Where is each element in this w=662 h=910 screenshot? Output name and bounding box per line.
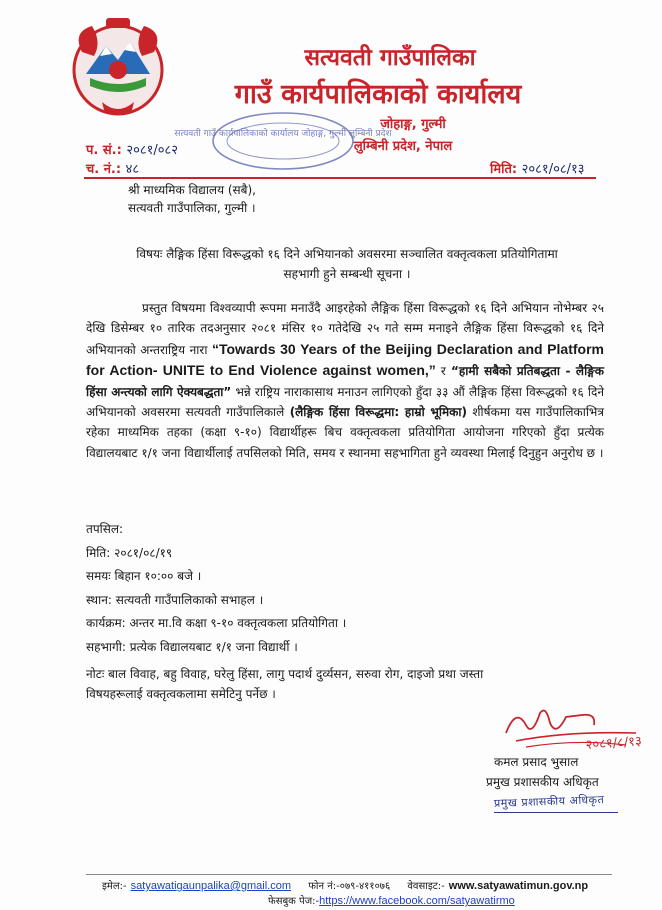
details-date: मिति: २०८१/०८/१९ — [86, 545, 173, 560]
addressee — [128, 181, 256, 217]
letter-date — [490, 159, 585, 177]
ps-label: प. सं.: — [86, 143, 122, 158]
ps-value: २०८१/०८२ — [126, 143, 179, 158]
website-link[interactable]: www.satyawatimun.gov.np — [448, 880, 589, 892]
signer-block — [486, 752, 599, 792]
reference-ps — [86, 140, 178, 158]
stamp-text: सत्यवती गाउँ कार्यपालिकाको कार्यालय जोहाङ्ग, गुल्मी लुम्बिनी प्रदेश — [174, 129, 392, 139]
website-label: वेवसाइट:- — [407, 881, 445, 892]
cn-value: ४८ — [125, 162, 140, 177]
body-paragraph — [86, 298, 604, 463]
nepali-slogan: “हामी सबैको प्रतिबद्धता - लैङ्गिक हिंसा अन्त्यको लागि ऐक्यबद्धता” — [86, 364, 604, 399]
body-p3: भन्ने राष्ट्रिय नाराकासाथ मनाउन लागिएको हुँदा ३३ औं लैङ्गिक हिंसा विरूद्धको १६ दिने अभियानको अवसरमा सत्यवती गाउँपालिकाले — [86, 384, 604, 420]
cn-label: च. नं.: — [86, 162, 122, 177]
facebook-link[interactable]: https://www.facebook.com/satyawatirmo — [319, 895, 515, 907]
details-participants: सहभागी: प्रत्येक विद्यालयबाट १/१ जना विद्यार्थी । — [86, 639, 298, 654]
footer-facebook — [268, 893, 515, 907]
municipality-name: सत्यवती गाउँपालिका — [304, 45, 476, 71]
signer-name: कमल प्रसाद भुसाल — [494, 755, 579, 769]
subject-line2: सहभागी हुने सम्बन्धी सूचना । — [283, 267, 411, 281]
body-p4: शीर्षकमा यस गाउँपालिकाभित्र रहेका माध्यमिक तहका (कक्षा ९-१०) विद्यार्थीहरू बिच वक्तृत्वकला प्रतियोगिता आयोजना गरिएको हुँदा प्रत्येक विद्यालयबाट १/१ जना विद्यार्थीलाई तपसिलको मिति, समय र स्थानमा सहभागिता हुने व्यवस्था मिलाई दिनुहुन अनुरोध छ । — [86, 405, 604, 460]
designation-seal: प्रमुख प्रशासकीय अधिकृत — [493, 793, 605, 810]
facebook-label: फेसबुक पेज:- — [268, 896, 320, 907]
addressee-line2: सत्यवती गाउँपालिका, गुल्मी । — [128, 201, 256, 215]
address-line1: जोहाङ्ग, गुल्मी — [380, 117, 446, 132]
header-divider — [84, 177, 596, 179]
subject — [112, 244, 582, 284]
office-name: गाउँ कार्यपालिकाको कार्यालय — [234, 79, 522, 110]
subject-line1: विषयः लैङ्गिक हिंसा विरूद्धको १६ दिने अभियानको अवसरमा सञ्चालित वक्तृत्वकला प्रतियोगितामा — [136, 247, 558, 261]
address-line2: लुम्बिनी प्रदेश, नेपाल — [353, 139, 453, 154]
office-stamp-icon — [174, 108, 392, 174]
body-p1: प्रस्तुत विषयमा विश्वव्यापी रूपमा मनाउँदै आइरहेको लैङ्गिक हिंसा विरूद्धको १६ दिने अभियान नोभेम्बर २५ देखि डिसेम्बर १० तारिक तदअनुसार २०८१ मंसिर १० गतेदेखि २५ गते सम्म मनाइने लैङ्गिक हिंसा विरूद्धको १६ दिने अभियानको अन्तराष्ट्रिय नारा — [86, 301, 604, 357]
handwritten-signature-icon — [486, 703, 656, 753]
details-time: समयः बिहान १०:०० बजे । — [86, 569, 202, 584]
email-label: इमेल:- — [102, 881, 127, 892]
body-p2: र — [440, 364, 446, 379]
footer-divider — [86, 874, 612, 875]
details-program: कार्यक्रम: अन्तर मा.वि कक्षा ९-१० वक्तृत्वकला प्रतियोगिता । — [86, 616, 347, 631]
details-venue: स्थान: सत्यवती गाउँपालिकाको सभाहल । — [86, 592, 264, 607]
date-label: मिति: — [490, 162, 518, 177]
footer-contact — [102, 878, 592, 892]
note-line1: नोटः बाल विवाह, बहु विवाह, घरेलु हिंसा, लागु पदार्थ दुर्व्यसन, सरुवा रोग, दाइजो प्रथा जस्ता — [86, 666, 484, 681]
details-note — [86, 664, 483, 704]
english-slogan: “Towards 30 Years of the Beijing Declaration and Platform for Action- UNITE to End Violence against women,” — [86, 340, 604, 379]
reference-cn — [86, 159, 139, 177]
addressee-line1: श्री माध्यमिक विद्यालय (सबै), — [128, 183, 256, 197]
email-link[interactable]: satyawatigaunpalika@gmail.com — [130, 880, 292, 892]
program-theme: (लैङ्गिक हिंसा विरूद्धमा: हाम्रो भूमिका) — [289, 405, 467, 420]
signer-designation: प्रमुख प्रशासकीय अधिकृत — [486, 775, 599, 789]
signature-date: २०८१/८/१३ — [585, 734, 643, 753]
seal-underline — [494, 812, 618, 813]
note-line2: विषयहरूलाई वक्तृत्वकलामा समेटिनु पर्नेछ । — [86, 686, 276, 701]
date-value: २०८१/०८/१३ — [521, 162, 585, 177]
phone: फोन नं:-०७९-४११०७६ — [308, 881, 391, 892]
details-list — [86, 518, 483, 704]
details-heading: तपसिल: — [86, 522, 124, 536]
